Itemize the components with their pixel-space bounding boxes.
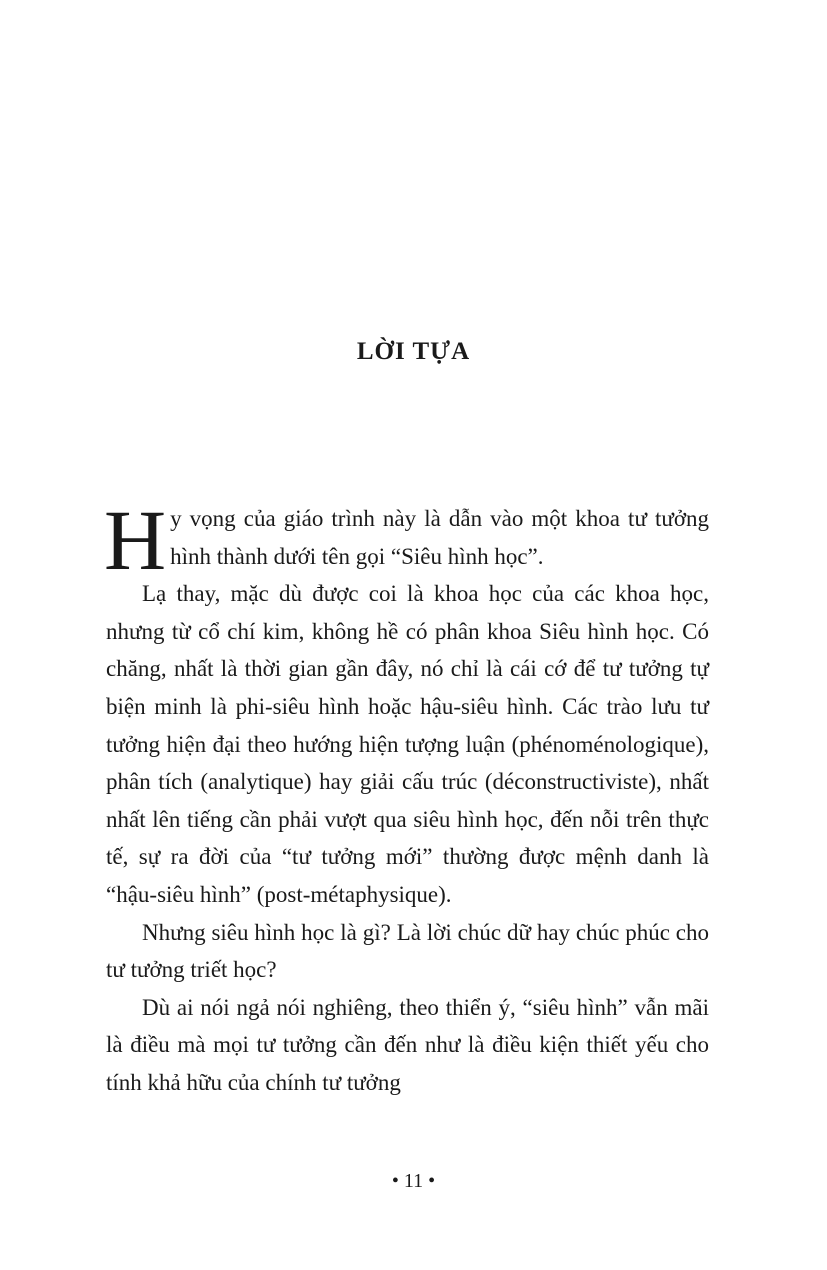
paragraph-1-text: y vọng của giáo trình này là dẫn vào một khoa tư tưởng hình thành dưới tên gọi “Siêu hình học”. [170,506,709,569]
paragraph-2: Lạ thay, mặc dù được coi là khoa học của các khoa học, nhưng từ cổ chí kim, không hề có phân khoa Siêu hình học. Có chăng, nhất là thời gian gần đây, nó chỉ là cái cớ để tư tưởng tự biện minh là phi-siêu hình hoặc hậu-siêu hình. Các trào lưu tư tưởng hiện đại theo hướng hiện tượng luận (phénoménologique), phân tích (analytique) hay giải cấu trúc (déconstructiviste), nhất nhất lên tiếng cần phải vượt qua siêu hình học, đến nỗi trên thực tế, sự ra đời của “tư tưởng mới” thường được mệnh danh là “hậu-siêu hình” (post-métaphysique). [106,581,709,907]
body-text [104,492,709,1102]
paragraph-1 [104,492,709,588]
drop-cap: H [104,492,167,588]
paragraph-3: Nhưng siêu hình học là gì? Là lời chúc dữ hay chúc phúc cho tư tưởng triết học? [106,919,709,983]
page-number: • 11 • [391,1170,436,1192]
paragraph-4: Dù ai nói ngả nói nghiêng, theo thiển ý, “siêu hình” vẫn mãi là điều mà mọi tư tưởng cần đến như là điều kiện thiết yếu cho tính khả hữu của chính tư tưởng [106,994,709,1095]
chapter-title: LỜI TỰA [356,338,471,365]
